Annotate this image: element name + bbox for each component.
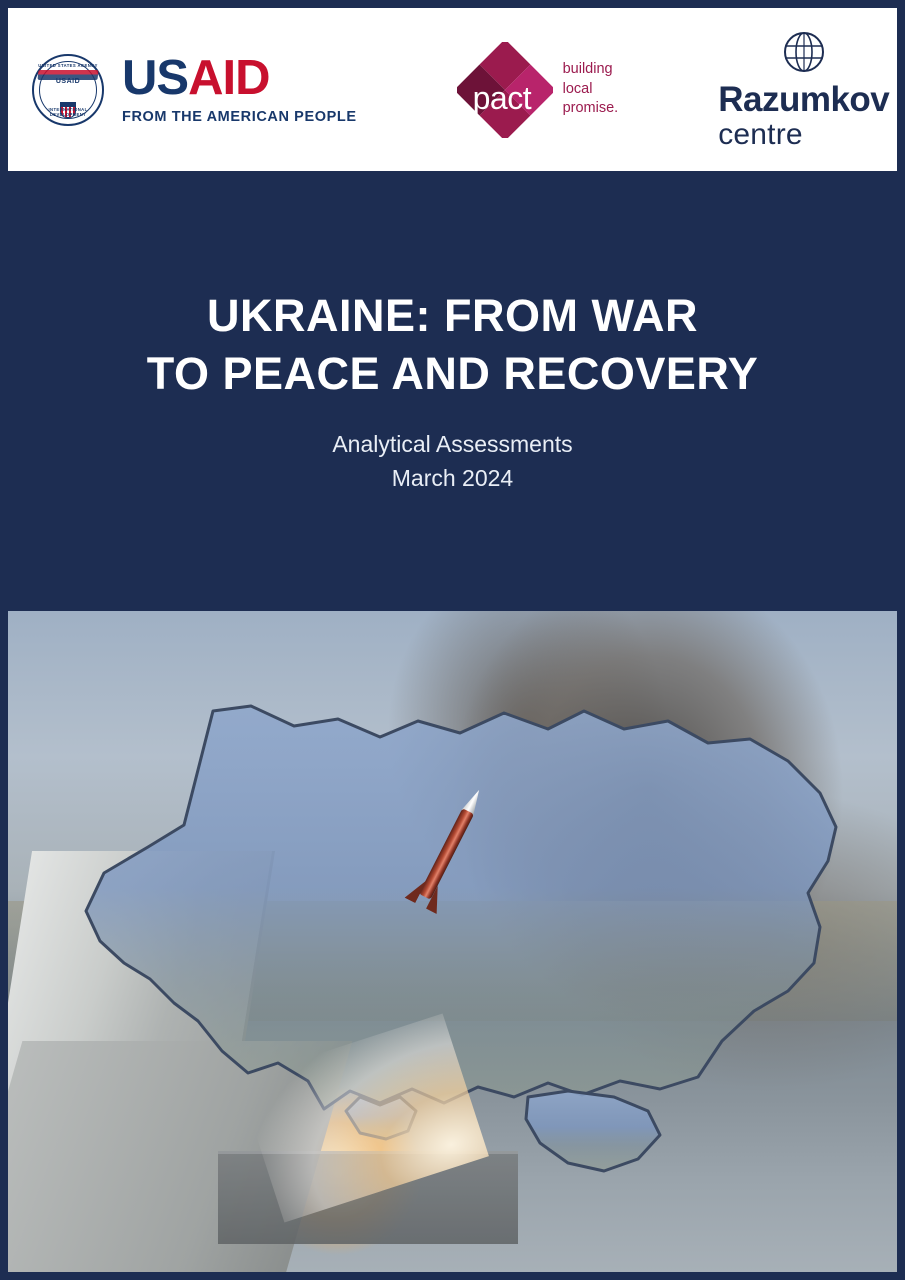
usaid-tagline: FROM THE AMERICAN PEOPLE bbox=[122, 109, 357, 125]
page-title bbox=[107, 287, 798, 402]
usaid-wordmark-aid: AID bbox=[188, 51, 270, 105]
cover-image bbox=[8, 611, 897, 1272]
pact-tagline-line-2: local bbox=[562, 80, 593, 97]
usaid-wordmark-us: US bbox=[122, 51, 189, 105]
razumkov-sub: centre bbox=[718, 118, 803, 152]
razumkov-logo bbox=[718, 28, 889, 152]
pact-logo bbox=[457, 42, 619, 138]
title-block bbox=[8, 171, 897, 611]
globe-icon bbox=[780, 28, 828, 76]
logo-bar bbox=[8, 8, 897, 171]
page-subtitle-line-1: Analytical Assessments bbox=[332, 431, 573, 458]
page-title-line-2: TO PEACE AND RECOVERY bbox=[146, 347, 759, 399]
pact-tagline-line-1: building bbox=[562, 61, 613, 78]
page-title-line-1: UKRAINE: FROM WAR bbox=[207, 290, 698, 342]
pact-diamond-icon bbox=[457, 42, 553, 138]
usaid-wordmark bbox=[122, 51, 357, 125]
pact-tagline-line-3: promise. bbox=[562, 100, 619, 117]
usaid-seal-bottom-text: INTERNATIONAL DEVELOPMENT bbox=[48, 106, 88, 117]
page-subtitle-line-2: March 2024 bbox=[391, 464, 514, 491]
usaid-seal-label: USAID bbox=[55, 77, 81, 85]
usaid-logo bbox=[32, 51, 357, 126]
razumkov-name: Razumkov bbox=[718, 79, 890, 119]
pact-wordmark: pact bbox=[472, 79, 532, 116]
pact-tagline bbox=[563, 60, 619, 119]
page-subtitle bbox=[332, 428, 572, 495]
usaid-seal-icon bbox=[32, 54, 104, 126]
usaid-seal-top-text: UNITED STATES AGENCY bbox=[38, 62, 98, 68]
